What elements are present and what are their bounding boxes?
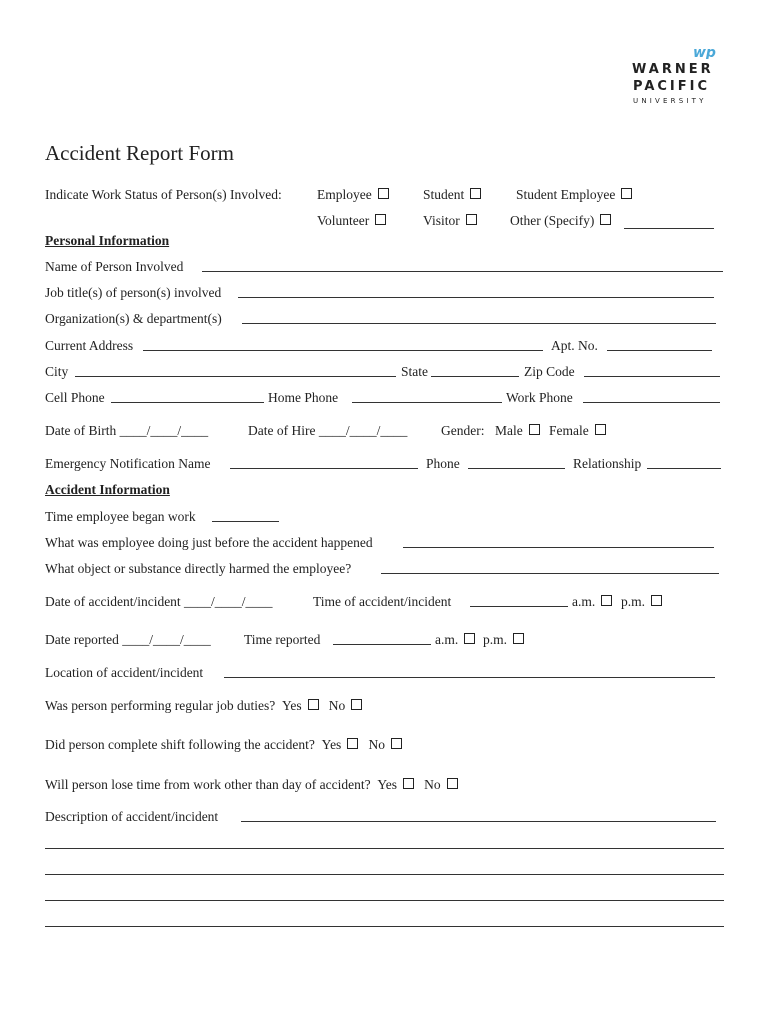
address-label: Current Address [45,338,134,353]
checkbox[interactable] [375,214,386,225]
object-field[interactable] [381,573,719,574]
date-reported-field[interactable]: Date reported ____/____/____ [45,632,211,647]
address-field[interactable] [143,350,543,351]
checkbox[interactable] [513,633,524,644]
section-heading-personal: Personal Information [45,233,170,248]
phone-label: Phone [426,456,460,471]
job-field[interactable] [238,297,714,298]
description-line[interactable] [45,926,724,927]
doing-label: What was employee doing just before the accident happened [45,535,373,550]
checkbox[interactable] [595,424,606,435]
relationship-label: Relationship [573,456,642,471]
svg-text:wp: wp [693,45,716,59]
section-heading-accident: Accident Information [45,482,170,497]
logo-line-2: PACIFIC [633,79,711,94]
org-field[interactable] [242,323,716,324]
reported-pm[interactable]: p.m. [483,632,524,648]
other-specify-field[interactable] [624,228,714,229]
complete-yes[interactable]: Yes [318,737,358,752]
apt-label: Apt. No. [551,338,598,353]
checkbox[interactable] [601,595,612,606]
option-employee[interactable]: Employee [317,187,389,203]
description-field[interactable] [241,821,716,822]
checkbox[interactable] [529,424,540,435]
logo-line-1: WARNER [632,62,714,77]
apt-field[interactable] [607,350,712,351]
complete-no[interactable]: No [362,737,402,752]
state-field[interactable] [431,376,519,377]
zip-label: Zip Code [524,364,575,379]
complete-shift-question: Did person complete shift following the accident? Yes No [45,737,402,753]
gender-male[interactable]: Male [495,423,540,439]
location-field[interactable] [224,677,715,678]
state-label: State [401,364,428,379]
checkbox[interactable] [621,188,632,199]
lose-time-question: Will person lose time from work other than day of accident? Yes No [45,777,458,793]
accident-date-field[interactable]: Date of accident/incident ____/____/____ [45,594,273,609]
reported-am[interactable]: a.m. [435,632,475,648]
relationship-field[interactable] [647,468,721,469]
checkbox[interactable] [403,778,414,789]
option-student[interactable]: Student [423,187,481,203]
checkbox[interactable] [351,699,362,710]
object-label: What object or substance directly harmed the employee? [45,561,352,576]
accident-time-label: Time of accident/incident [313,594,452,609]
page-title: Accident Report Form [45,141,234,165]
gender-female[interactable]: Female [549,423,606,439]
cell-label: Cell Phone [45,390,105,405]
description-line[interactable] [45,848,724,849]
regular-duties-question: Was person performing regular job duties? Yes No [45,698,362,714]
zip-field[interactable] [584,376,720,377]
time-reported-label: Time reported [244,632,321,647]
lose-time-no[interactable]: No [417,777,457,792]
option-volunteer[interactable]: Volunteer [317,213,386,229]
city-label: City [45,364,69,379]
regular-yes[interactable]: Yes [279,698,319,713]
description-label: Description of accident/incident [45,809,219,824]
doh-field[interactable]: Date of Hire ____/____/____ [248,423,408,438]
work-field[interactable] [583,402,720,403]
option-visitor[interactable]: Visitor [423,213,477,229]
org-label: Organization(s) & department(s) [45,311,222,326]
emergency-label: Emergency Notification Name [45,456,211,471]
name-label: Name of Person Involved [45,259,184,274]
job-label: Job title(s) of person(s) involved [45,285,222,300]
location-label: Location of accident/incident [45,665,204,680]
accident-pm[interactable]: p.m. [621,594,662,610]
checkbox[interactable] [391,738,402,749]
phone-field[interactable] [468,468,565,469]
time-began-label: Time employee began work [45,509,196,524]
accident-am[interactable]: a.m. [572,594,612,610]
city-field[interactable] [75,376,396,377]
description-line[interactable] [45,900,724,901]
time-reported-field[interactable] [333,644,431,645]
checkbox[interactable] [600,214,611,225]
doing-field[interactable] [403,547,714,548]
work-label: Work Phone [506,390,573,405]
emergency-field[interactable] [230,468,418,469]
work-status-label: Indicate Work Status of Person(s) Involved: [45,187,282,202]
checkbox[interactable] [308,699,319,710]
checkbox[interactable] [651,595,662,606]
regular-no[interactable]: No [322,698,362,713]
time-began-field[interactable] [212,521,279,522]
home-field[interactable] [352,402,502,403]
checkbox[interactable] [464,633,475,644]
option-student-employee[interactable]: Student Employee [516,187,632,203]
wp-mark-icon [693,45,725,59]
checkbox[interactable] [466,214,477,225]
name-field[interactable] [202,271,723,272]
dob-field[interactable]: Date of Birth ____/____/____ [45,423,209,438]
checkbox[interactable] [378,188,389,199]
checkbox[interactable] [470,188,481,199]
cell-field[interactable] [111,402,264,403]
option-other[interactable]: Other (Specify) [510,213,611,229]
accident-time-field[interactable] [470,606,568,607]
gender-label: Gender: [441,423,485,438]
home-label: Home Phone [268,390,339,405]
checkbox[interactable] [447,778,458,789]
lose-time-yes[interactable]: Yes [374,777,414,792]
logo-line-3: UNIVERSITY [633,97,707,105]
checkbox[interactable] [347,738,358,749]
description-line[interactable] [45,874,724,875]
